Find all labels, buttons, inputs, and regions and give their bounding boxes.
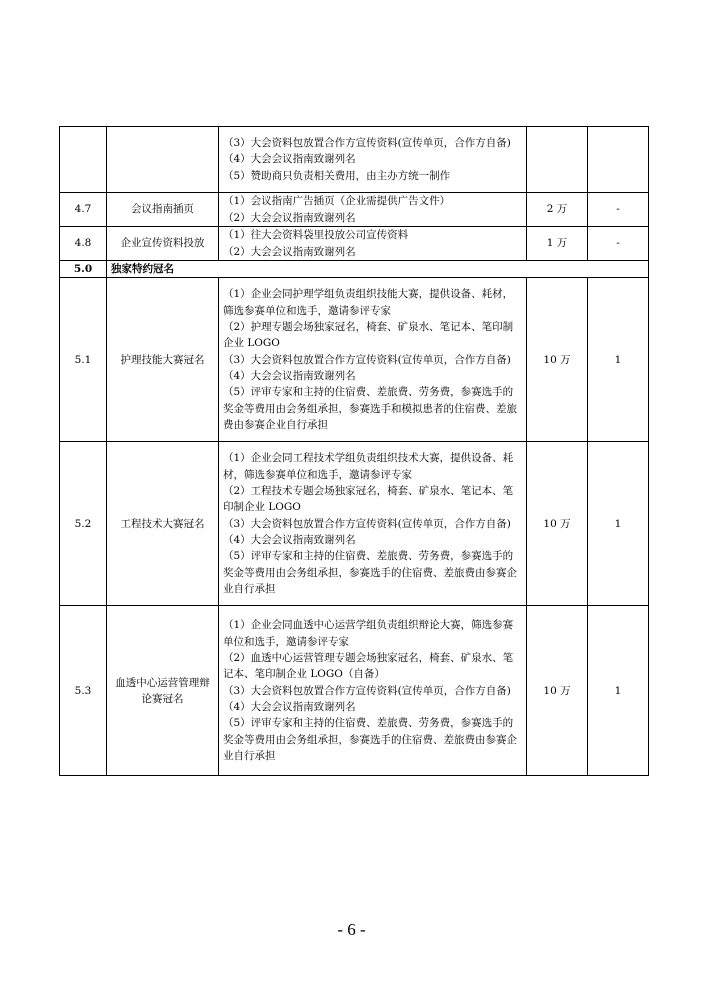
item-name: 企业宣传资料投放 <box>107 227 219 261</box>
table-row <box>60 127 649 193</box>
item-price: 2 万 <box>527 193 588 227</box>
item-number: 4.8 <box>60 227 107 261</box>
detail-line: （1）往大会资料袋里投放公司宣传资料 <box>223 229 409 242</box>
detail-line: （1）企业会同护理学组负责组织技能大赛，提供设备、耗材，筛选参赛单位和选手，邀请参评专家 <box>223 288 514 317</box>
table-row <box>60 278 649 442</box>
item-number: 5.1 <box>60 278 107 442</box>
detail-line: （4）大会会议指南致谢列名 <box>223 533 356 546</box>
item-details <box>219 227 527 261</box>
item-price: 10 万 <box>527 278 588 442</box>
item-price: 1 万 <box>527 227 588 261</box>
detail-line: （1）会议指南广告插页（企业需提供广告文件） <box>223 195 451 208</box>
item-details <box>219 278 527 442</box>
item-price <box>527 127 588 193</box>
detail-line: （3）大会资料包放置合作方宣传资料(宣传单页，合作方自备) <box>223 353 511 366</box>
item-number: 4.7 <box>60 193 107 227</box>
section-header-row <box>60 261 649 278</box>
detail-line: （3）大会资料包放置合作方宣传资料(宣传单页，合作方自备) <box>223 137 511 150</box>
table-row <box>60 442 649 606</box>
detail-line: （3）大会资料包放置合作方宣传资料(宣传单页，合作方自备) <box>223 684 511 697</box>
detail-line: （1）企业会同工程技术学组负责组织技术大赛，提供设备、耗材，筛选参赛单位和选手，邀请参评专家 <box>223 452 514 481</box>
item-details <box>219 127 527 193</box>
detail-line: （2）工程技术专题会场独家冠名，椅套、矿泉水、笔记本、笔印制企业 LOGO <box>223 485 514 514</box>
item-quantity: 1 <box>588 442 649 606</box>
detail-line: （2）大会会议指南致谢列名 <box>223 245 356 258</box>
detail-line: （1）企业会同血透中心运营学组负责组织辩论大赛，筛选参赛单位和选手，邀请参评专家 <box>223 619 514 648</box>
detail-line: （5）评审专家和主持的住宿费、差旅费、劳务费，参赛选手的奖金等费用由会务组承担，参赛选手和模拟患者的住宿费、差旅费由参赛企业自行承担 <box>223 386 517 431</box>
table-row <box>60 606 649 776</box>
detail-line: （2）护理专题会场独家冠名，椅套、矿泉水、笔记本、笔印制企业 LOGO <box>223 321 514 350</box>
detail-line: （5）评审专家和主持的住宿费、差旅费、劳务费，参赛选手的奖金等费用由会务组承担，参赛选手的住宿费、差旅费由参赛企业自行承担 <box>223 550 517 595</box>
item-details <box>219 606 527 776</box>
item-quantity: - <box>588 193 649 227</box>
detail-line: （4）大会会议指南致谢列名 <box>223 369 356 382</box>
item-name: 会议指南插页 <box>107 193 219 227</box>
item-name: 护理技能大赛冠名 <box>107 278 219 442</box>
sponsorship-table <box>59 126 649 776</box>
detail-line: （5）评审专家和主持的住宿费、差旅费、劳务费，参赛选手的奖金等费用由会务组承担，参赛选手的住宿费、差旅费由参赛企业自行承担 <box>223 717 517 762</box>
section-number: 5.0 <box>60 261 107 278</box>
detail-line: （2）血透中心运营管理专题会场独家冠名，椅套、矿泉水、笔记本、笔印制企业 LOGO（自备） <box>223 652 514 681</box>
item-name: 工程技术大赛冠名 <box>107 442 219 606</box>
item-quantity: 1 <box>588 278 649 442</box>
item-quantity: 1 <box>588 606 649 776</box>
item-name <box>107 127 219 193</box>
detail-line: （3）大会资料包放置合作方宣传资料(宣传单页，合作方自备) <box>223 517 511 530</box>
item-quantity <box>588 127 649 193</box>
table-row <box>60 227 649 261</box>
item-number: 5.3 <box>60 606 107 776</box>
item-name: 血透中心运营管理辩论赛冠名 <box>107 606 219 776</box>
detail-line: （4）大会会议指南致谢列名 <box>223 700 356 713</box>
detail-line: （5）赞助商只负责相关费用，由主办方统一制作 <box>223 169 451 182</box>
detail-line: （4）大会会议指南致谢列名 <box>223 153 356 166</box>
item-details <box>219 442 527 606</box>
section-title: 独家特约冠名 <box>107 261 649 278</box>
item-price: 10 万 <box>527 606 588 776</box>
item-number: 5.2 <box>60 442 107 606</box>
item-quantity: - <box>588 227 649 261</box>
item-number <box>60 127 107 193</box>
page-number: - 6 - <box>337 920 366 939</box>
detail-line: （2）大会会议指南致谢列名 <box>223 211 356 224</box>
item-details <box>219 193 527 227</box>
table-row <box>60 193 649 227</box>
item-price: 10 万 <box>527 442 588 606</box>
